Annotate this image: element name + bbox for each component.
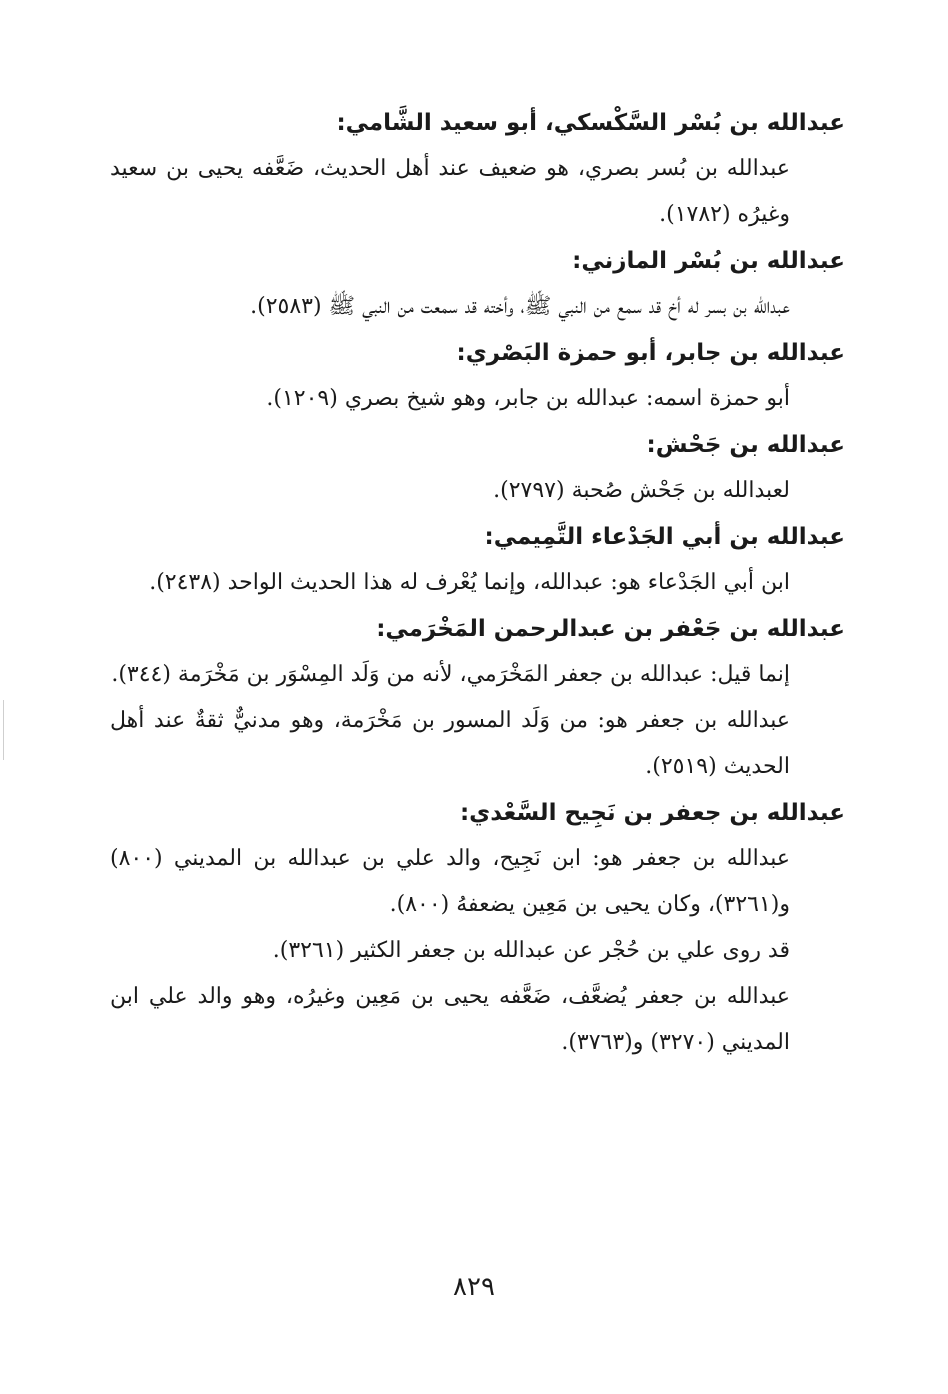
entry-heading: عبدالله بن جابر، أبو حمزة البَصْري:	[456, 340, 845, 366]
page-body	[110, 100, 845, 1066]
entry-heading: عبدالله بن جَعْفر بن عبدالرحمن المَخْرَمي:	[376, 616, 845, 642]
entry-jabir	[110, 330, 845, 422]
entry-paragraph: عبدالله بن بُسر بصري، هو ضعيف عند أهل الحديث، ضَعَّفه يحيى بن سعيد وغيرُه (١٧٨٢).	[110, 156, 790, 227]
entry-heading: عبدالله بن أبي الجَدْعاء التَّمِيمي:	[484, 524, 845, 550]
entry-bishr-mazini	[110, 238, 845, 330]
entry-paragraph: أبو حمزة اسمه: عبدالله بن جابر، وهو شيخ بصري (١٢٠٩).	[266, 386, 790, 411]
entry-paragraph: ابن أبي الجَدْعاء هو: عبدالله، وإنما يُعْرف له هذا الحديث الواحد (٢٤٣٨).	[149, 570, 790, 595]
entry-jafar-makhrami	[110, 606, 845, 790]
entry-jahsh	[110, 422, 845, 514]
entry-jadaa	[110, 514, 845, 606]
entry-heading: عبدالله بن بُسْر السَّكْسكي، أبو سعيد الشَّامي:	[336, 110, 845, 136]
entry-heading: عبدالله بن جعفر بن نَجِيح السَّعْدي:	[459, 800, 845, 826]
entry-heading: عبدالله بن جَحْش:	[646, 432, 845, 458]
entry-jafar-najih	[110, 790, 845, 1066]
entry-paragraph: عبدالله بن بسر له أخ قد سمع من النبي ﷺ، وأخته قد سمعت من النبي ﷺ (٢٥٨٣).	[250, 294, 790, 319]
page-number: ٨٢٩	[453, 1272, 495, 1302]
entry-heading: عبدالله بن بُسْر المازني:	[572, 248, 845, 274]
entry-paragraph: عبدالله بن جعفر يُضعَّف، ضَعَّفه يحيى بن مَعِين وغيرُه، وهو والد علي ابن المديني (٣٢٧٠) و(٣٧٦٣).	[110, 984, 790, 1055]
entry-paragraph: إنما قيل: عبدالله بن جعفر المَخْرَمي، لأنه من وَلَد المِسْوَر بن مَخْرَمة (٣٤٤).	[111, 662, 790, 687]
scan-margin-mark	[3, 700, 4, 760]
entry-bishr-saksaki	[110, 100, 845, 238]
entry-paragraph: عبدالله بن جعفر هو: ابن نَجِيح، والد علي بن عبدالله بن المديني (٨٠٠) و(٣٢٦١)، وكان يحيى بن مَعِين يضعفهُ (٨٠٠).	[110, 846, 790, 917]
entry-paragraph: قد روى علي بن حُجْر عن عبدالله بن جعفر الكثير (٣٢٦١).	[272, 938, 790, 963]
entry-paragraph: لعبدالله بن جَحْش صُحبة (٢٧٩٧).	[493, 478, 790, 503]
entry-paragraph: عبدالله بن جعفر هو: من وَلَد المسور بن مَخْرَمة، وهو مدنيٌّ ثقةٌ عند أهل الحديث (٢٥١٩).	[110, 708, 790, 779]
